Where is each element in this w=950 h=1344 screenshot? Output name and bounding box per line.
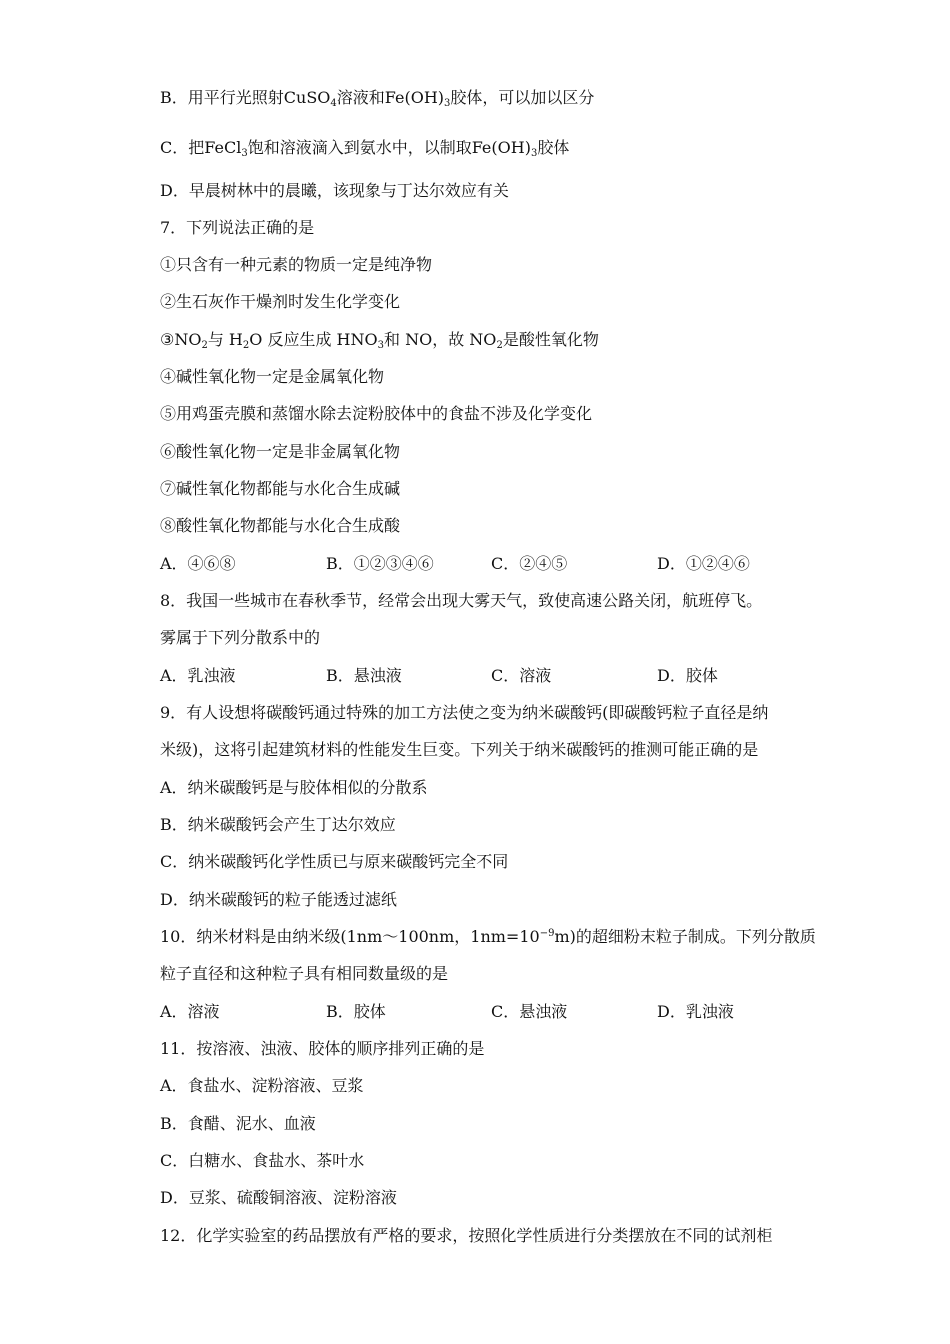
q10-stem-line-2: 粒子直径和这种粒子具有相同数量级的是	[160, 964, 449, 983]
q7-statement-2: ②生石灰作干燥剂时发生化学变化	[160, 292, 401, 311]
q11-option-d: D．豆浆、硫酸铜溶液、淀粉溶液	[160, 1188, 397, 1207]
q9-option-a: A．纳米碳酸钙是与胶体相似的分散系	[160, 778, 428, 797]
q7-statement-3: $③NO_2$与 $H_2O$ 反应生成 $HNO_3$和 NO，故 $NO_2$是酸性氧化物	[160, 330, 599, 351]
q11-option-c: C．白糖水、食盐水、茶叶水	[160, 1151, 365, 1170]
q8-stem-line-2: 雾属于下列分散系中的	[160, 628, 321, 647]
q9-stem-line-2: 米级)，这将引起建筑材料的性能发生巨变。下列关于纳米碳酸钙的推测可能正确的是	[160, 740, 759, 759]
q8-option-d: D．胶体	[657, 666, 718, 685]
q8-option-b: B．悬浊液	[326, 666, 402, 685]
q7-stem: 7．下列说法正确的是	[160, 218, 315, 237]
q6-option-d: D．早晨树林中的晨曦，该现象与丁达尔效应有关	[160, 181, 509, 200]
q10-option-b: B．胶体	[326, 1002, 386, 1021]
q7-option-b: B．①②③④⑥	[326, 554, 434, 573]
q11-option-b: B．食醋、泥水、血液	[160, 1114, 316, 1133]
q6-option-c: C．把FeCl$_3$饱和溶液滴入到氨水中，以制取$Fe(OH)_3$胶体	[160, 138, 570, 159]
q7-option-a: A．④⑥⑧	[160, 554, 236, 573]
q12-stem-line-1: 12．化学实验室的药品摆放有严格的要求，按照化学性质进行分类摆放在不同的试剂柜	[160, 1226, 773, 1245]
q9-option-d: D．纳米碳酸钙的粒子能透过滤纸	[160, 890, 397, 909]
q8-option-c: C．溶液	[491, 666, 552, 685]
q8-stem-line-1: 8．我国一些城市在春秋季节，经常会出现大雾天气，致使高速公路关闭，航班停飞。	[160, 591, 763, 610]
q7-statement-4: ④碱性氧化物一定是金属氧化物	[160, 367, 385, 386]
q10-option-c: C．悬浊液	[491, 1002, 568, 1021]
q7-statement-7: ⑦碱性氧化物都能与水化合生成碱	[160, 479, 401, 498]
q7-statement-8: ⑧酸性氧化物都能与水化合生成酸	[160, 516, 401, 535]
q10-option-d: D．乳浊液	[657, 1002, 734, 1021]
q9-stem-line-1: 9．有人设想将碳酸钙通过特殊的加工方法使之变为纳米碳酸钙(即碳酸钙粒子直径是纳	[160, 703, 769, 722]
q10-stem-line-1: 10．纳米材料是由纳米级(1nm～100nm，$1nm=10^{-9}m$)的超细粉末粒子制成。下列分散质	[160, 927, 816, 946]
q8-option-a: A．乳浊液	[160, 666, 236, 685]
q11-stem: 11．按溶液、浊液、胶体的顺序排列正确的是	[160, 1039, 485, 1058]
q11-option-a: A．食盐水、淀粉溶液、豆浆	[160, 1076, 364, 1095]
q7-statement-6: ⑥酸性氧化物一定是非金属氧化物	[160, 442, 401, 461]
q7-statement-5: ⑤用鸡蛋壳膜和蒸馏水除去淀粉胶体中的食盐不涉及化学变化	[160, 404, 593, 423]
q7-option-d: D．①②④⑥	[657, 554, 750, 573]
q9-option-c: C．纳米碳酸钙化学性质已与原来碳酸钙完全不同	[160, 852, 509, 871]
q10-option-a: A．溶液	[160, 1002, 220, 1021]
q9-option-b: B．纳米碳酸钙会产生丁达尔效应	[160, 815, 396, 834]
q7-option-c: C．②④⑤	[491, 554, 568, 573]
q6-option-b: B．用平行光照射CuSO$_4$溶液和$Fe(OH)_3$胶体，可以加以区分	[160, 88, 595, 109]
q7-statement-1: ①只含有一种元素的物质一定是纯净物	[160, 255, 433, 274]
